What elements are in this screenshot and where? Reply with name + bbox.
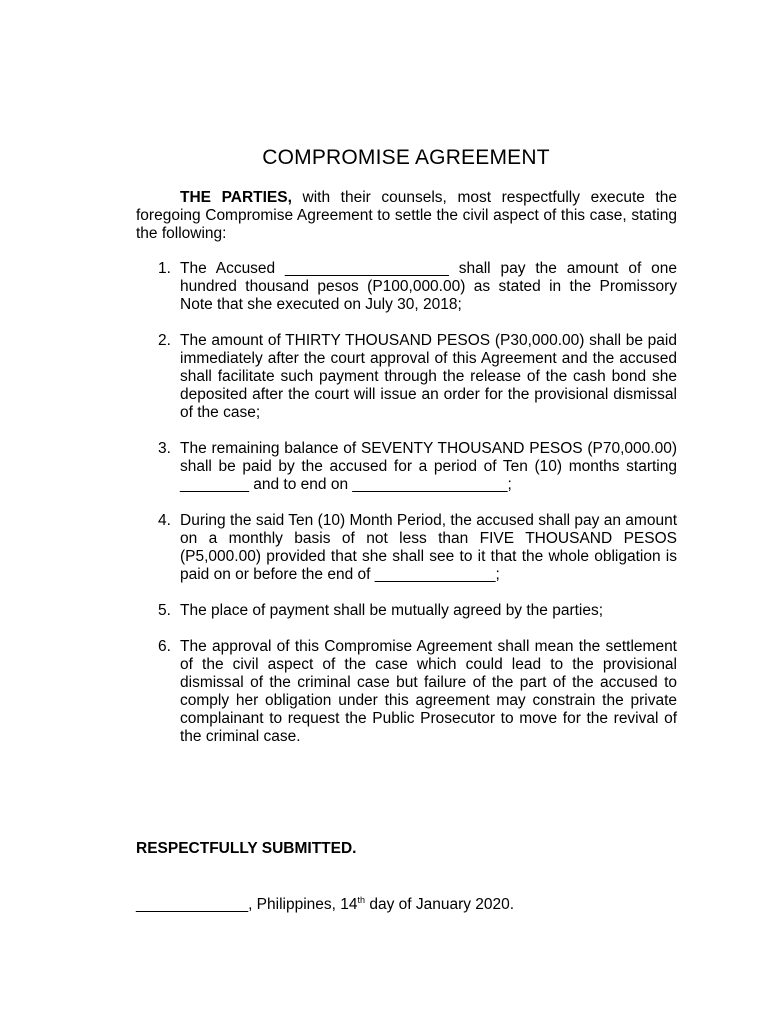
list-item-text: The Accused ___________________ shall pay the amount of one hundred thousand pesos (P100,000.00) as stated in the Promissory Note that she executed on July 30, 2018; <box>180 260 677 313</box>
list-item-number: 6. <box>158 638 171 655</box>
intro-text: with their counsels, most respectfully execute the foregoing Compromise Agreement to settle the civil aspect of this case, stating the following: <box>136 189 677 242</box>
list-item-number: 3. <box>158 440 171 457</box>
list-item <box>136 638 677 746</box>
document-title: COMPROMISE AGREEMENT <box>262 146 550 169</box>
list-item-text: The place of payment shall be mutually agreed by the parties; <box>180 602 604 619</box>
list-item <box>136 332 677 422</box>
list-item-number: 1. <box>158 260 171 277</box>
respectfully-submitted: RESPECTFULLY SUBMITTED. <box>136 840 357 857</box>
list-item <box>136 260 677 314</box>
list-item-text: During the said Ten (10) Month Period, the accused shall pay an amount on a monthly basis of not less than FIVE THOUSAND PESOS (P5,000.00) provided that she shall see to it that the whole obligation is paid on or before the end of ______________; <box>180 512 677 583</box>
intro-bold-lead: THE PARTIES, <box>180 189 292 206</box>
date-line <box>136 896 514 914</box>
list-item <box>136 602 677 620</box>
list-item-text: The amount of THIRTY THOUSAND PESOS (P30,000.00) shall be paid immediately after the court approval of this Agreement and the accused shall facilitate such payment through the release of the cash bond she deposited after the court will issue an order for the provisional dismissal of the case; <box>180 332 677 421</box>
list-item-number: 2. <box>158 332 171 349</box>
list-item <box>136 512 677 584</box>
date-line-before: _____________, Philippines, 14 <box>136 896 358 913</box>
date-line-after: day of January 2020. <box>365 896 515 913</box>
agreement-terms-list <box>136 260 677 764</box>
intro-paragraph <box>136 189 677 243</box>
list-item <box>136 440 677 494</box>
list-item-text: The approval of this Compromise Agreement shall mean the settlement of the civil aspect of the case which could lead to the provisional dismissal of the criminal case but failure of the part of the accused to comply her obligation under this agreement may constrain the private complainant to request the Public Prosecutor to move for the revival of the criminal case. <box>180 638 677 745</box>
date-ordinal-suffix: th <box>357 894 366 905</box>
list-item-text: The remaining balance of SEVENTY THOUSAND PESOS (P70,000.00) shall be paid by the accused for a period of Ten (10) months starting ________ and to end on __________________; <box>180 440 677 493</box>
list-item-number: 4. <box>158 512 171 529</box>
list-item-number: 5. <box>158 602 171 619</box>
